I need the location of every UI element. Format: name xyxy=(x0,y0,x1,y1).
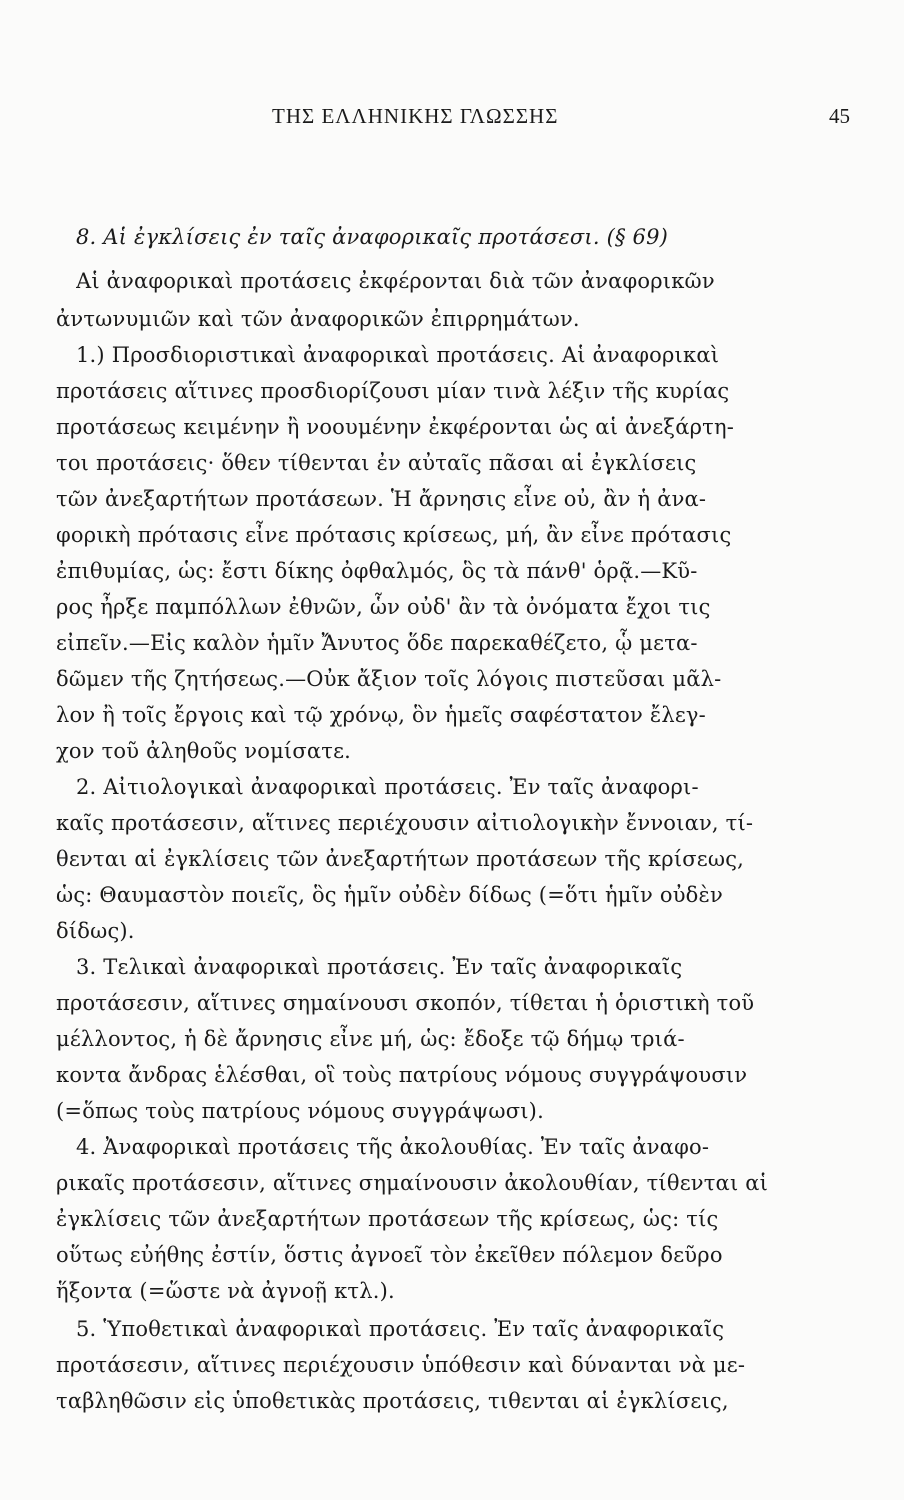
text-line: δῶμεν τῆς ζητήσεως.—Οὐκ ἄξιον τοῖς λόγοις πιστεῦσαι μᾶλ- xyxy=(56,667,722,691)
text-line: 3. Τελικαὶ ἀναφορικαὶ προτάσεις. Ἐν ταῖς ἀναφορικαῖς xyxy=(76,955,683,979)
text-line: 5. Ὑποθετικαὶ ἀναφορικαὶ προτάσεις. Ἐν ταῖς ἀναφορικαῖς xyxy=(76,1317,725,1341)
text-line: 1.) Προσδιοριστικαὶ ἀναφορικαὶ προτάσεις. Αἱ ἀναφορικαὶ xyxy=(76,343,720,367)
text-line: λον ἢ τοῖς ἔργοις καὶ τῷ χρόνῳ, ὃν ἡμεῖς σαφέστατον ἔλεγ- xyxy=(56,703,706,727)
text-line: προτάσεως κειμένην ἢ νοουμένην ἐκφέρονται ὡς αἱ ἀνεξάρτη- xyxy=(56,415,735,439)
text-line: ὡς: Θαυμαστὸν ποιεῖς, ὃς ἡμῖν οὐδὲν δίδως (=ὅτι ἡμῖν οὐδὲν xyxy=(56,883,723,907)
text-line: καῖς προτάσεσιν, αἵτινες περιέχουσιν αἰτιολογικὴν ἔννοιαν, τί- xyxy=(56,811,754,835)
text-line: χον τοῦ ἀληθοῦς νομίσατε. xyxy=(56,739,352,763)
text-line: 4. Ἀναφορικαὶ προτάσεις τῆς ἀκολουθίας. Ἐν ταῖς ἀναφο- xyxy=(76,1135,710,1159)
text-line: ἀντωνυμιῶν καὶ τῶν ἀναφορικῶν ἐπιρρημάτων. xyxy=(56,307,580,331)
text-line: τῶν ἀνεξαρτήτων προτάσεων. Ἡ ἄρνησις εἶνε οὐ, ἂν ἡ ἀνα- xyxy=(56,487,707,511)
text-line: οὕτως εὐήθης ἐστίν, ὅστις ἀγνοεῖ τὸν ἐκεῖθεν πόλεμον δεῦρο xyxy=(56,1243,723,1267)
text-line: προτάσεσιν, αἵτινες σημαίνουσι σκοπόν, τίθεται ἡ ὁριστικὴ τοῦ xyxy=(56,991,755,1015)
text-line: (=ὅπως τοὺς πατρίους νόμους συγγράψωσι). xyxy=(56,1099,544,1123)
text-line: προτάσεις αἵτινες προσδιορίζουσι μίαν τινὰ λέξιν τῆς κυρίας xyxy=(56,379,730,403)
text-line: προτάσεσιν, αἵτινες περιέχουσιν ὑπόθεσιν καὶ δύνανται νὰ με- xyxy=(56,1353,746,1377)
text-line: Αἱ ἀναφορικαὶ προτάσεις ἐκφέρονται διὰ τῶν ἀναφορικῶν xyxy=(76,269,715,293)
running-title: ΤΗΣ ΕΛΛΗΝΙΚΗΣ ΓΛΩΣΣΗΣ xyxy=(272,104,559,128)
text-line: 2. Αἰτιολογικαὶ ἀναφορικαὶ προτάσεις. Ἐν ταῖς ἀναφορι- xyxy=(76,775,699,799)
text-line: ἥξοντα (=ὥστε νὰ ἀγνοῇ κτλ.). xyxy=(56,1279,395,1303)
text-line: φορικὴ πρότασις εἶνε πρότασις κρίσεως, μή, ἂν εἶνε πρότασις xyxy=(56,523,732,547)
text-line: θενται αἱ ἐγκλίσεις τῶν ἀνεξαρτήτων προτάσεων τῆς κρίσεως, xyxy=(56,847,745,871)
text-line: ἐπιθυμίας, ὡς: ἔστι δίκης ὀφθαλμός, ὃς τὰ πάνθ' ὁρᾷ.—Κῦ- xyxy=(56,559,698,583)
text-line: ἐγκλίσεις τῶν ἀνεξαρτήτων προτάσεων τῆς κρίσεως, ὡς: τίς xyxy=(56,1207,719,1231)
text-line: εἰπεῖν.—Εἰς καλὸν ἡμῖν Ἄνυτος ὅδε παρεκαθέζετο, ᾧ μετα- xyxy=(56,631,698,655)
text-line: τοι προτάσεις· ὅθεν τίθενται ἐν αὐταῖς πᾶσαι αἱ ἐγκλίσεις xyxy=(56,451,697,475)
text-line: μέλλοντος, ἡ δὲ ἄρνησις εἶνε μή, ὡς: ἔδοξε τῷ δήμῳ τριά- xyxy=(56,1027,685,1051)
section-heading: 8. Αἱ ἐγκλίσεις ἐν ταῖς ἀναφορικαῖς προτάσεσι. (§ 69) xyxy=(76,225,669,249)
text-line: ρος ἦρξε παμπόλλων ἐθνῶν, ὧν οὐδ' ἂν τὰ ὀνόματα ἔχοι τις xyxy=(56,595,711,619)
text-line: ρικαῖς προτάσεσιν, αἵτινες σημαίνουσιν ἀκολουθίαν, τίθενται αἱ xyxy=(56,1171,769,1195)
text-line: ταβληθῶσιν εἰς ὑποθετικὰς προτάσεις, τιθενται αἱ ἐγκλίσεις, xyxy=(56,1389,729,1413)
text-line: δίδως). xyxy=(56,919,135,943)
page-header xyxy=(60,104,850,134)
text-line: κοντα ἄνδρας ἑλέσθαι, οἳ τοὺς πατρίους νόμους συγγράψουσιν xyxy=(56,1063,748,1087)
page-number: 45 xyxy=(829,104,850,128)
